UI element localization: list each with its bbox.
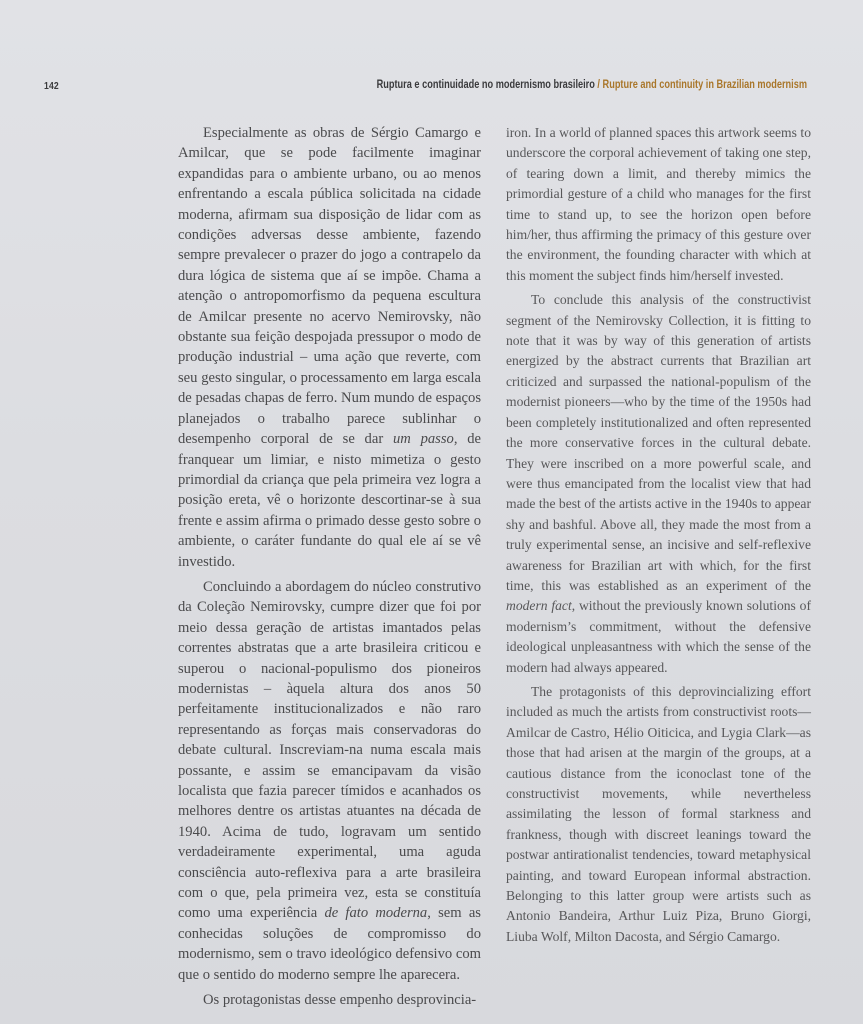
pt-paragraph-2-text: Concluindo a abordagem do núcleo construtivo da Coleção Nemirovsky, cumpre dizer que foi por meio dessa geração de artistas imantados pelas correntes abstratas que a arte brasileira criticou e superou o nacional-populismo dos pioneiros modernistas – àquela altura dos anos 50 perfeitamente institucionalizados e não raro representando as forças mais conservadoras do debate cultural. Inscreviam-na numa escala mais possante, e assim se emancipavam da visão localista que fazia parecer tímidos e acanhados os melhores dentre os artistas atuantes na década de 1940. Acima de tudo, logravam um sentido verdadeiramente experimental, uma aguda consciência auto-reflexiva para a arte brasileira com o que, pela primeira vez, esta se constituía como uma experiência [178,578,481,922]
portuguese-column [178,123,481,1010]
running-head-portuguese: Ruptura e continuidade no modernismo brasileiro [376,79,595,91]
pt-paragraph-1 [178,123,481,572]
pt-paragraph-3: Os protagonistas desse empenho desprovincia- [203,992,477,1009]
running-head-english: Rupture and continuity in Brazilian modernism [602,79,807,91]
pt-paragraph-1-text: Especialmente as obras de Sérgio Camargo e Amilcar, que se pode facilmente imaginar expandidas para o ambiente urbano, ou ao menos enfrentando a escala pública solicitada na cidade moderna, afirmam sua disposição de lidar com as condições adversas desse ambiente, fazendo sempre prevalecer o prazer do jogo a contrapelo da dura lógica de sistema que aí se impõe. Chama a atenção o antropomorfismo da pequena escultura de Amilcar presente no acervo Nemirovsky, não obstante sua feição despojada pressupor o modo de produção industrial – uma ação que reverte, com seu gesto singular, o processamento em larga escala de pesadas chapas de ferro. Num mundo de espaços planejados o trabalho parece sublinhar o desempenho corporal de se dar [178,125,481,448]
page-number: 142 [44,80,59,92]
pt-paragraph-1-end: , de franquear um limiar, e nisto mimetiza o gesto primordial da criança que pela primeira vez logra a posição ereta, vê o horizonte descortinar-se à sua frente e assim afirma o primado desse gesto sobre o ambiente, o caráter fundante do qual ele aí se vê investido. [178,431,482,570]
pt-paragraph-2-emphasis: de fato moderna [324,905,428,922]
en-paragraph-1-end: , without the previously known solutions of modernism’s commitment, without the defensive ideological unpleasantness with which the sense of the modern had always appeared. [506,598,811,675]
en-paragraph-1 [506,290,811,678]
running-head [377,79,807,91]
pt-paragraph-2 [178,577,481,985]
pt-paragraph-2-end: , sem as conhecidas soluções de compromisso do modernismo, sem o travo ideológico defensivo com que o sentido do moderno sempre lhe aparecera. [178,905,481,983]
en-paragraph-1-text: To conclude this analysis of the constructivist segment of the Nemirovsky Collection, it is fitting to note that it was by way of this generation of artists energized by the abstract currents that Brazilian art criticized and surpassed the national-populism of the modernist pioneers—who by the time of the 1950s had been completely institutionalized and often represented the more conservative forces in the cultural debate. They were inscribed on a more powerful scale, and were thus emancipated from the localist view that had made the best of the artists active in the 1940s to appear shy and bashful. Above all, they made the most from a truly experimental sense, an incisive and self-reflexive awareness for Brazilian art with which, for the first time, this was established as an experiment of the [506,292,811,593]
en-paragraph-1-emphasis: modern fact [506,598,572,614]
en-paragraph-continued: iron. In a world of planned spaces this artwork seems to underscore the corporal achievement of taking one step, of tearing down a limit, and thereby mimics the primordial gesture of a child who manages for the first time to stand up, to see the horizon open before him/her, thus affirming the primacy of this gesture over the environment, the founding character with which at this moment the subject finds him/herself invested. [506,125,811,283]
pt-paragraph-1-emphasis: um passo [392,431,454,448]
en-paragraph-2: The protagonists of this deprovincializing effort included as much the artists from constructivist roots—Amilcar de Castro, Hélio Oiticica, and Lygia Clark—as those that had arisen at the margin of the groups, at a cautious distance from the iconoclast tone of the constructivist movements, while nevertheless assimilating the lesson of formal starkness and frankness, though with discreet leanings toward the postwar antirationalist tendencies, toward metaphysical painting, and toward European informal abstraction. Belonging to this latter group were artists such as Antonio Bandeira, Arthur Luiz Piza, Bruno Giorgi, Liuba Wolf, Milton Dacosta, and Sérgio Camargo. [506,683,811,944]
running-head-separator: / [594,79,603,91]
english-column [506,123,811,947]
